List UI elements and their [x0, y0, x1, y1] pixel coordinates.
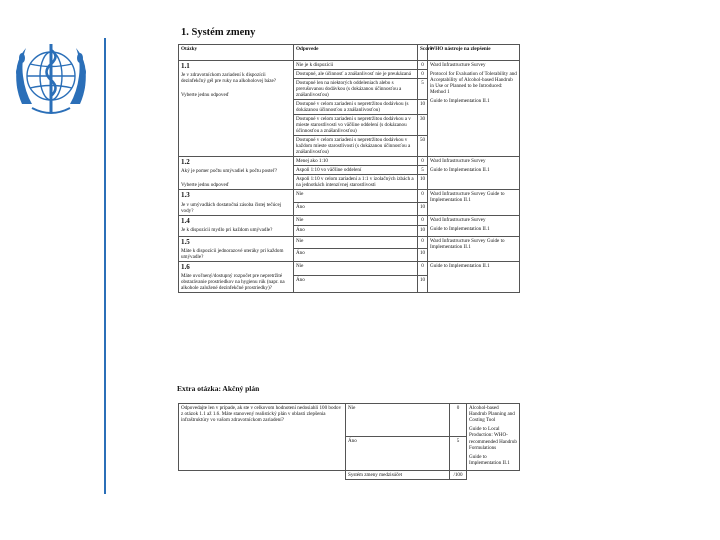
answer-cell: Dostupné v celom zariadení s nepretržitou dodávkou (s dokázanou účinnosťou a znášanlivosťou) — [294, 100, 418, 115]
table-row — [179, 157, 520, 166]
score-cell: 0 — [418, 190, 428, 203]
question-number: 1.2 — [181, 158, 190, 166]
who-tool-item: Ward Infrastructure Survey — [430, 62, 486, 68]
question-note: Vyberte jednu odpoveď — [181, 182, 229, 189]
who-tool-item: Guide to Local Production: WHO-recommended Handrub Formulations — [469, 426, 517, 451]
answer-cell: Nie — [294, 190, 418, 203]
answer-cell: Áno — [294, 249, 418, 262]
score-cell: 0 — [418, 261, 428, 275]
who-tool-item: Guide to Implementation II.1 — [430, 98, 490, 104]
spacer-cell — [179, 470, 346, 479]
subtotal-value: /100 — [450, 470, 467, 479]
answer-cell: Áno — [294, 202, 418, 215]
table-header-row — [179, 45, 520, 61]
question-text: Máte uvoľnený/dostupný rozpočet pre nepretržité obstarávanie prostriedkov na hygienu rúk (napr. na alkohole založené dezinfekčné prostriedky)? — [181, 273, 285, 291]
header-answer: Odpovede — [294, 45, 418, 61]
question-cell — [179, 215, 294, 236]
who-tools-cell — [428, 157, 520, 190]
spacer-cell — [467, 470, 520, 479]
answer-cell: Nie — [346, 404, 450, 437]
question-number: 1.4 — [181, 216, 190, 225]
question-number: 1.3 — [181, 191, 190, 200]
answer-cell: Dostupné v celom zariadení s nepretržitou dodávkou v každom mieste starostlivosti (s dokázanou účinnosťou a znášanlivosťou) — [294, 136, 418, 157]
answer-cell: Menej ako 1:10 — [294, 157, 418, 166]
subtotal-label: Systém zmeny medzisúčet — [346, 470, 450, 479]
answer-cell: Nie je k dispozícii — [294, 61, 418, 70]
header-question: Otázky — [179, 45, 294, 61]
table-row — [179, 236, 520, 249]
question-cell — [179, 157, 294, 190]
table-row — [179, 61, 520, 70]
who-tools-cell: Guide to Implementation II.1 — [428, 261, 520, 292]
who-tools-cell: Ward Infrastructure Survey Guide to Implementation II.1 — [428, 190, 520, 215]
score-cell: 5 — [418, 79, 428, 100]
answer-cell: Dostupné v celom zariadení s nepretržitou dodávkou a v mieste starostlivosti vo väčšine oddelení (s dokázanou účinnosťou a znášanlivosťou) — [294, 115, 418, 136]
question-cell — [179, 261, 294, 292]
score-cell: 0 — [418, 61, 428, 70]
question-note: Vyberte jednu odpoveď — [181, 92, 229, 99]
answer-cell: Nie — [294, 236, 418, 249]
answer-cell: Dostupné, ale účinnosť a znášanlivosť nie je preukázaná — [294, 70, 418, 79]
answer-cell: Nie — [294, 261, 418, 275]
answer-cell: Aspoň 1:10 vo väčšine oddelení — [294, 166, 418, 175]
answer-cell: Aspoň 1:10 v celom zariadení a 1:1 v izolačných izbách a na jednotkách intenzívnej starostlivosti — [294, 175, 418, 190]
score-cell: 0 — [418, 157, 428, 166]
who-emblem-logo — [10, 36, 92, 122]
who-tool-item: Ward Infrastructure Survey — [430, 216, 486, 223]
answer-cell: Áno — [294, 276, 418, 293]
answer-cell: Nie — [294, 215, 418, 226]
who-tools-cell: Ward Infrastructure Survey Guide to Implementation II.1 — [428, 236, 520, 261]
table-row — [179, 190, 520, 203]
header-score: Score — [418, 45, 428, 61]
question-text: Je v zdravotníckom zariadení k dispozícii dezinfekčný gél pre ruky na alkoholovej báze? — [181, 72, 277, 85]
assessment-table — [178, 44, 520, 293]
vertical-accent-line — [104, 38, 106, 494]
question-cell — [179, 61, 294, 157]
score-cell: 10 — [418, 276, 428, 293]
answer-cell: Áno — [294, 226, 418, 237]
extra-question-table — [178, 403, 520, 480]
section-title: 1. Systém zmeny — [181, 27, 256, 38]
answer-cell: Áno — [346, 437, 450, 471]
who-tool-item: Ward Infrastructure Survey — [430, 158, 486, 164]
score-cell: 10 — [418, 249, 428, 262]
who-tools-cell — [428, 215, 520, 236]
score-cell: 5 — [450, 437, 467, 471]
who-tool-item: Guide to Implementation II.1 — [430, 225, 490, 232]
who-tools-cell — [467, 404, 520, 471]
question-text: Aký je pomer počtu umývadiel k počtu posteľ? — [181, 168, 278, 175]
extra-question-title: Extra otázka: Akčný plán — [177, 384, 260, 393]
table-row — [179, 404, 520, 437]
table-row — [179, 261, 520, 275]
question-text: Je v umývadlách dostatočná zásoba čistej tečúcej vody? — [181, 201, 282, 214]
table-row — [179, 215, 520, 226]
score-cell: 5 — [418, 166, 428, 175]
question-number: 1.6 — [181, 262, 190, 271]
score-cell: 10 — [418, 202, 428, 215]
header-who-tools: WHO nástroje na zlepšenie — [428, 45, 520, 61]
question-cell — [179, 190, 294, 215]
who-tool-item: Alcohol-based Handrub Planning and Costing Tool — [469, 405, 515, 424]
who-tool-item: Guide to Implementation II.1 — [430, 167, 490, 173]
score-cell: 0 — [418, 236, 428, 249]
score-cell: 0 — [418, 215, 428, 226]
question-number: 1.5 — [181, 237, 190, 246]
subtotal-row — [179, 470, 520, 479]
who-tools-cell — [428, 61, 520, 157]
score-cell: 30 — [418, 115, 428, 136]
answer-cell: Dostupné len na niektorých oddeleniach alebo s prerušovanou dodávkou (s dokázanou účinnosťou a znášanlivosťou) — [294, 79, 418, 100]
who-tool-item: Guide to Implementation II.1 — [469, 453, 510, 466]
question-text: Je k dispozícii mydlo pri každom umývadle? — [181, 226, 273, 233]
question-cell — [179, 236, 294, 261]
question-text: Máte k dispozícii jednorazové uteráky pri každom umývadle? — [181, 247, 284, 260]
score-cell: 50 — [418, 136, 428, 157]
score-cell: 0 — [418, 70, 428, 79]
score-cell: 10 — [418, 100, 428, 115]
question-number: 1.1 — [181, 62, 190, 70]
score-cell: 10 — [418, 175, 428, 190]
who-tool-item: Protocol for Evaluation of Tolerability and Acceptability of Alcohol-based Handrub in Use or Planned to be Introduced: Method 1 — [430, 71, 517, 95]
extra-question-cell: Odpovedajte len v prípade, ak ste v celkovom hodnotení nedosiahli 100 bodov z otázok 1.1 až 1.6. Máte stanovený realistický plán v oblasti zlepšenia infraštruktúry vo vašom zdravotníckom zariadení? — [179, 404, 346, 471]
score-cell: 10 — [418, 226, 428, 237]
score-cell: 0 — [450, 404, 467, 437]
